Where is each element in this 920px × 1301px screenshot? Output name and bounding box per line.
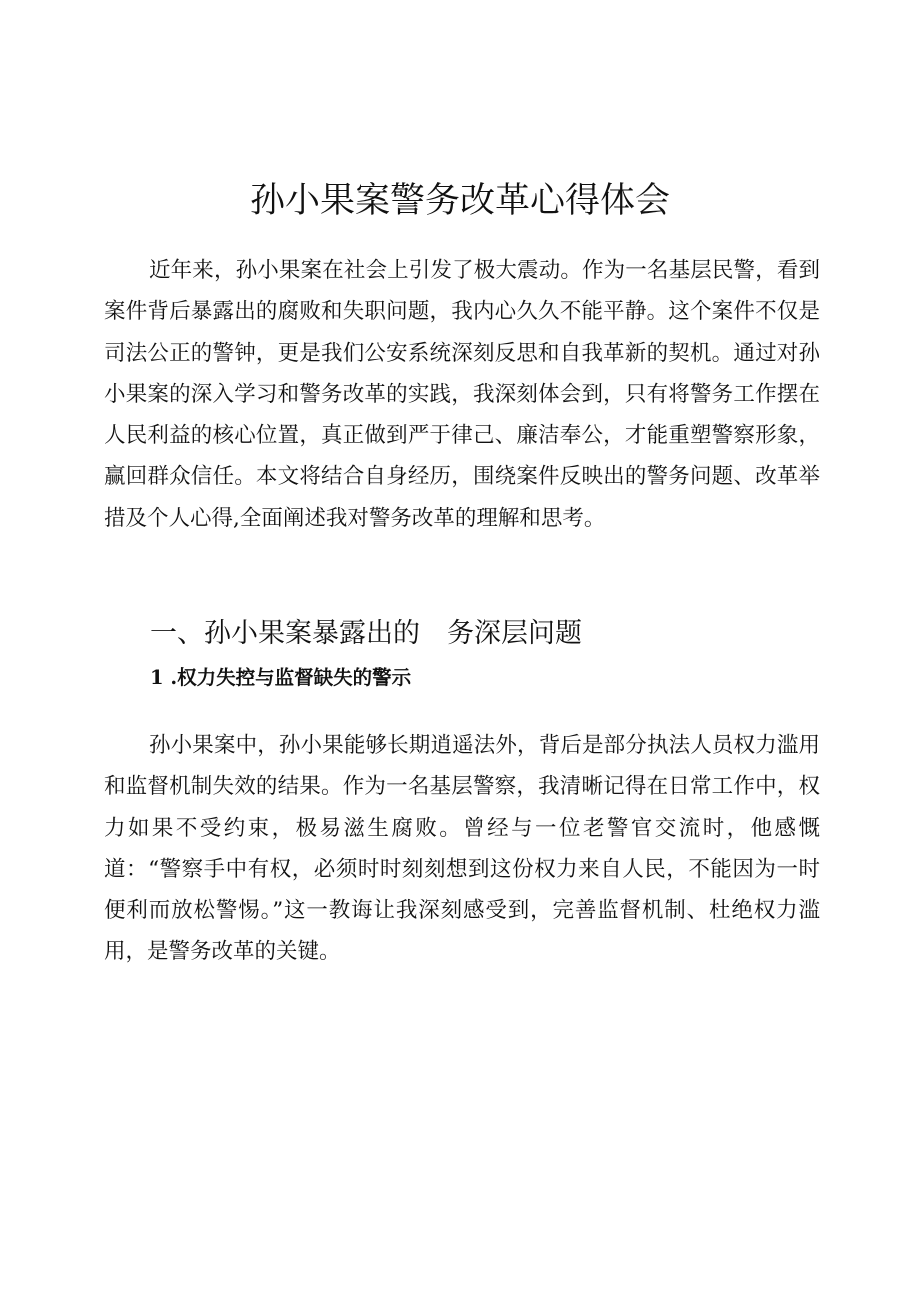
subsection-heading-1-1: 1 .权力失控与监督缺失的警示 (150, 666, 412, 689)
document-title: 孙小果案警务改革心得体会 (249, 181, 670, 221)
subsection-paragraph-1-1: 孙小果案中，孙小果能够长期逍遥法外，背后是部分执法人员权力滥用和监督机制失效的结果。作为一名基层警察，我清晰记得在日常工作中，权力如果不受约束，极易滋生腐败。曾经与一位老警官交流时，他感慨道：“警察手中有权，必须时时刻刻想到这份权力来自人民，不能因为一时便利而放松警惕。”这一教诲让我深刻感受到，完善监督机制、杜绝权力滥用，是警务改革的关键。 (104, 733, 820, 965)
section-heading-1: 一、孙小果案暴露出的 务深层问题 (150, 618, 582, 649)
intro-paragraph: 近年来，孙小果案在社会上引发了极大震动。作为一名基层民警，看到案件背后暴露出的腐败和失职问题，我内心久久不能平静。这个案件不仅是司法公正的警钟，更是我们公安系统深刻反思和自我革新的契机。通过对孙小果案的深入学习和警务改革的实践，我深刻体会到，只有将警务工作摆在人民利益的核心位置，真正做到严于律己、廉洁奉公，才能重塑警察形象，赢回群众信任。本文将结合自身经历，围绕案件反映出的警务问题、改革举措及个人心得,全面阐述我对警务改革的理解和思考。 (104, 258, 820, 531)
